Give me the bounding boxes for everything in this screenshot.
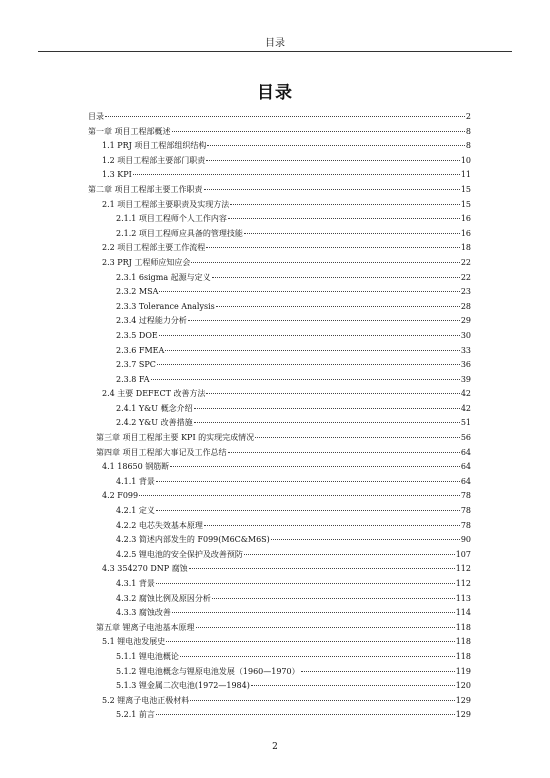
toc-entry[interactable] [88,519,471,534]
dot-leader [244,233,460,234]
toc-entry[interactable] [88,635,471,650]
toc-entry-label: 2.4.1 Y&U 概念介绍 [116,403,193,413]
toc-entry-label: 第三章 项目工程部主要 KPI 的实现完成情况 [96,433,255,443]
toc-entry-page: 36 [460,360,471,370]
toc-entry[interactable] [88,271,471,286]
toc-entry[interactable] [88,344,471,359]
dot-leader [212,598,455,599]
toc-entry-page: 129 [455,695,471,705]
toc-entry[interactable] [88,183,471,198]
dot-leader [190,700,454,701]
toc-entry-label: 1.2 项目工程部主要部门职责 [102,155,206,165]
toc-entry[interactable] [88,460,471,475]
toc-entry-label: 2.3.5 DOE [116,330,158,340]
toc-entry-label: 5.2.1 前言 [116,710,155,720]
toc-entry-page: 42 [460,389,471,399]
toc-entry-page: 22 [460,257,471,267]
toc-entry-label: 5.2 锂离子电池正极材料 [102,695,190,705]
toc-entry[interactable] [88,154,471,169]
dot-leader [251,685,455,686]
toc-entry[interactable] [88,416,471,431]
toc-entry-label: 4.3.3 腐蚀改善 [116,608,171,618]
toc-entry-label: 5.1.3 锂金属二次电池(1972—1984) [116,681,250,691]
toc-entry[interactable] [88,241,471,256]
dot-leader [170,466,460,467]
toc-entry-label: 2.3.3 Tolerance Analysis [116,301,215,311]
toc-entry-page: 29 [460,316,471,326]
toc-entry-label: 第五章 锂离子电池基本原理 [96,622,195,632]
toc-entry[interactable] [88,402,471,417]
toc-entry[interactable] [88,358,471,373]
dot-leader [271,539,460,540]
dot-leader [207,145,464,146]
dot-leader [156,510,460,511]
toc-entry-label: 2.3.1 6sigma 起源与定义 [116,272,211,282]
toc-entry-page: 113 [455,593,471,603]
dot-leader [244,554,455,555]
toc-entry-label: 2.3 PRJ 工程师应知应会 [102,257,191,267]
dot-leader [204,189,460,190]
toc-entry-page: 129 [455,710,471,720]
toc-entry[interactable] [88,256,471,271]
toc-entry-page: 90 [460,535,471,545]
toc-entry-page: 16 [460,228,471,238]
toc-entry[interactable] [88,139,471,154]
dot-leader [206,247,460,248]
dot-leader [188,320,460,321]
toc-entry[interactable] [88,504,471,519]
toc-entry[interactable] [88,446,471,461]
toc-entry[interactable] [88,562,471,577]
toc-entry-label: 第四章 项目工程部大事记及工作总结 [96,447,227,457]
toc-entry-page: 42 [460,403,471,413]
toc-entry[interactable] [88,300,471,315]
dot-leader [204,525,460,526]
toc-entry-page: 39 [460,374,471,384]
dot-leader [157,364,460,365]
toc-entry[interactable] [88,227,471,242]
toc-entry-label: 目录 [88,112,104,121]
dot-leader [230,204,460,205]
toc-entry[interactable] [88,387,471,402]
dot-leader [216,306,460,307]
toc-entry-page: 8 [465,126,471,136]
dot-leader [194,422,460,423]
toc-entry-label: 2.4 主要 DEFECT 改善方法 [102,389,206,399]
toc-entry[interactable] [88,373,471,388]
toc-entry-page: 64 [460,462,471,472]
dot-leader [166,641,454,642]
toc-entry-page: 2 [465,112,471,121]
toc-entry-label: 2.2 项目工程部主要工作流程 [102,243,206,253]
toc-entry-page: 78 [460,520,471,530]
toc-entry-page: 118 [455,637,471,647]
dot-leader [206,393,459,394]
toc-entry-page: 78 [460,506,471,516]
toc-entry-page: 15 [460,184,471,194]
dot-leader [156,714,455,715]
toc-entry-page: 119 [455,666,471,676]
dot-leader [156,583,455,584]
dot-leader [172,131,465,132]
toc-entry-page: 23 [460,287,471,297]
toc-entry-label: 1.3 KPI [102,170,132,180]
toc-entry-page: 118 [455,651,471,661]
toc-entry-page: 107 [455,549,471,559]
toc-entry-label: 2.3.8 FA [116,374,150,384]
toc-entry[interactable] [88,708,471,723]
dot-leader [255,437,460,438]
toc-entry-label: 5.1 锂电池发展史 [102,637,166,647]
toc-entry-label: 4.2 F099 [102,491,139,501]
toc-entry-page: 120 [455,681,471,691]
dot-leader [151,379,460,380]
toc-entry-label: 4.2.2 电芯失效基本原理 [116,520,203,530]
dot-leader [156,481,460,482]
toc-entry[interactable] [88,314,471,329]
toc-entry[interactable] [88,475,471,490]
toc-entry-page: 64 [460,447,471,457]
toc-entry[interactable] [88,212,471,227]
page-title: 目录 [257,83,293,103]
page-number: 2 [272,742,278,752]
toc-entry-page: 33 [460,345,471,355]
dot-leader [212,277,460,278]
dot-leader [172,612,455,613]
dot-leader [133,174,460,175]
toc-entry-label: 4.2.1 定义 [116,506,155,516]
toc-entry-label: 第二章 项目工程部主要工作职责 [88,184,203,194]
toc-entry-page: 51 [460,418,471,428]
dot-leader [191,262,459,263]
toc-entry-label: 2.3.2 MSA [116,287,159,297]
toc-entry[interactable] [88,665,471,680]
toc-entry-label: 2.3.7 SPC [116,360,156,370]
toc-entry-label: 4.1 18650 钢筋断 [102,462,170,472]
toc-entry[interactable] [88,533,471,548]
dot-leader [105,116,465,117]
toc-entry-label: 4.3 354270 DNP 腐蚀 [102,564,188,574]
dot-leader [159,291,459,292]
toc-entry-page: 22 [460,272,471,282]
dot-leader [206,160,460,161]
dot-leader [180,656,455,657]
dot-leader [228,218,460,219]
toc-entry-label: 4.1.1 背景 [116,476,155,486]
toc-entry-label: 2.1 项目工程部主要职责及实现方法 [102,199,230,209]
toc-entry-page: 118 [455,622,471,632]
toc-entry[interactable] [88,110,471,125]
toc-entry-label: 2.4.2 Y&U 改善措施 [116,418,193,428]
dot-leader [189,568,455,569]
table-of-contents [88,110,471,723]
toc-entry[interactable] [88,577,471,592]
toc-entry-page: 114 [455,608,471,618]
toc-entry-page: 10 [460,155,471,165]
toc-entry-label: 4.2.5 锂电池的安全保护及改善预防 [116,549,243,559]
toc-entry-label: 2.3.4 过程能力分析 [116,316,187,326]
toc-entry-label: 5.1.2 锂电池概念与锂原电池发展（1960—1970） [116,666,300,676]
toc-entry[interactable] [88,198,471,213]
toc-entry[interactable] [88,285,471,300]
toc-entry-page: 15 [460,199,471,209]
toc-entry-page: 8 [465,141,471,151]
toc-entry-label: 1.1 PRJ 项目工程部组织结构 [102,141,207,151]
toc-entry-page: 30 [460,330,471,340]
toc-entry-page: 16 [460,214,471,224]
toc-entry[interactable] [88,489,471,504]
toc-entry[interactable] [88,431,471,446]
toc-entry[interactable] [88,679,471,694]
dot-leader [228,452,460,453]
toc-entry-label: 4.3.2 腐蚀比例及原因分析 [116,593,211,603]
dot-leader [159,335,460,336]
toc-entry-label: 2.1.2 项目工程师应具备的管理技能 [116,228,243,238]
dot-leader [165,350,460,351]
toc-entry-page: 112 [455,564,471,574]
running-header: 目录 [38,36,512,52]
toc-entry-label: 4.2.3 简述内部发生的 F099(M6C&M6S) [116,535,270,545]
toc-entry-label: 2.3.6 FMEA [116,345,165,355]
toc-entry[interactable] [88,329,471,344]
dot-leader [301,671,455,672]
toc-entry[interactable] [88,694,471,709]
toc-entry-page: 112 [455,579,471,588]
toc-entry-page: 78 [460,491,471,501]
toc-entry-label: 第一章 项目工程部概述 [88,126,171,136]
toc-entry-page: 64 [460,476,471,486]
toc-entry-page: 28 [460,301,471,311]
toc-entry[interactable] [88,548,471,563]
dot-leader [196,627,455,628]
toc-entry-page: 18 [460,243,471,253]
toc-entry[interactable] [88,621,471,636]
toc-entry-page: 56 [460,433,471,443]
toc-entry-label: 2.1.1 项目工程师个人工作内容 [116,214,227,224]
toc-entry[interactable] [88,125,471,140]
toc-entry[interactable] [88,592,471,607]
toc-entry-label: 4.3.1 背景 [116,579,155,588]
toc-entry-page: 11 [460,170,471,180]
dot-leader [194,408,460,409]
toc-entry-label: 5.1.1 锂电池概论 [116,651,179,661]
toc-entry[interactable] [88,606,471,621]
dot-leader [139,495,460,496]
toc-entry[interactable] [88,650,471,665]
toc-entry[interactable] [88,168,471,183]
